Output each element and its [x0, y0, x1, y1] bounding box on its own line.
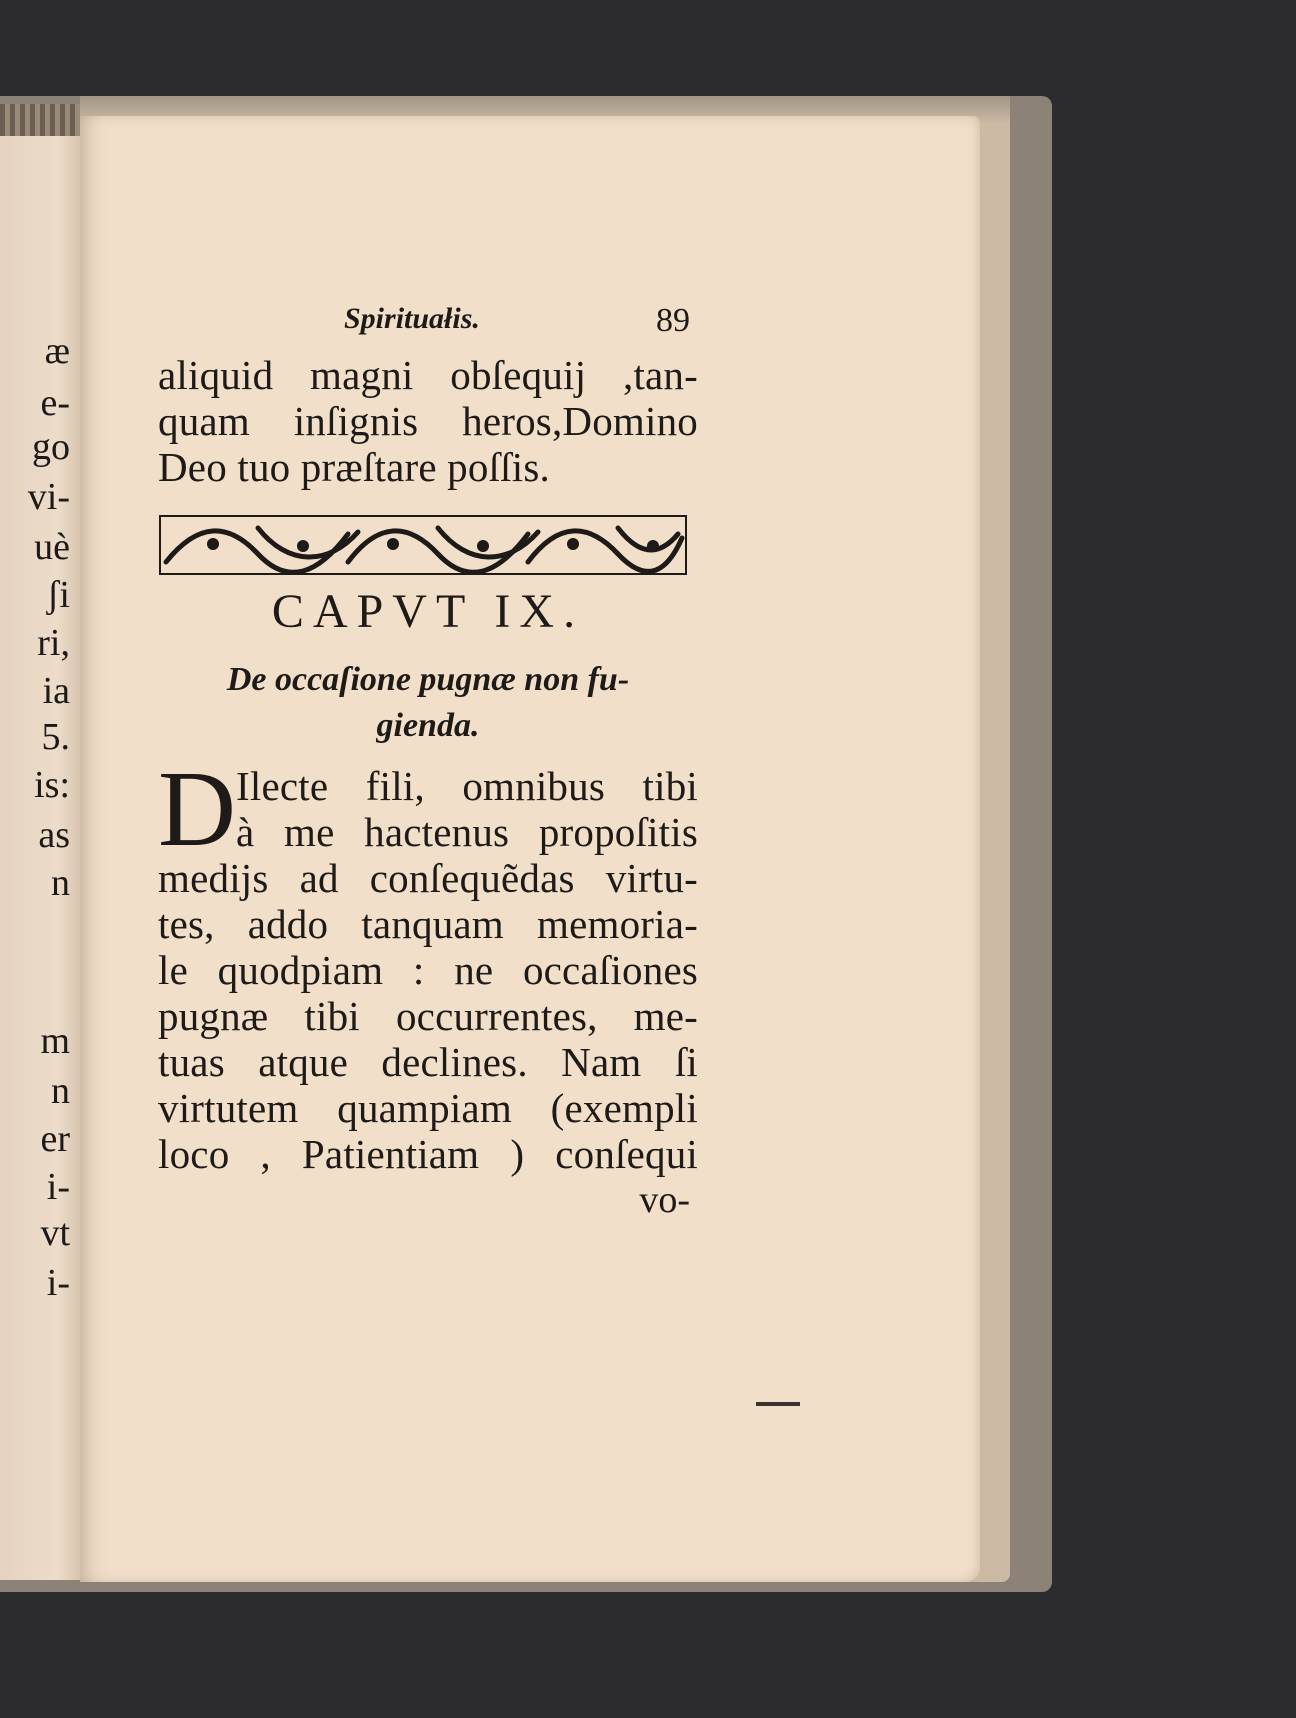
text-line: tes, addo tanquam memoria-	[158, 901, 698, 947]
signature-mark	[756, 1402, 800, 1406]
left-fragment: er	[40, 1118, 70, 1160]
left-fragment: as	[38, 814, 70, 856]
left-fragment: vi-	[27, 476, 70, 518]
chapter-subtitle-line: gienda.	[376, 707, 480, 744]
text-line: quam inſignis heros,Domino	[158, 398, 698, 444]
left-fragment: n	[51, 1070, 70, 1112]
left-fragment: ri,	[37, 622, 70, 664]
catchword: vo-	[639, 1179, 690, 1221]
drop-cap: D	[158, 750, 236, 869]
left-fragment: i-	[46, 1166, 70, 1208]
text-line: virtutem quampiam (exempli	[158, 1085, 698, 1131]
page-text	[158, 302, 698, 1223]
left-fragment: i-	[46, 1262, 70, 1304]
left-fragment: go	[32, 426, 70, 468]
left-fragment: uè	[34, 526, 70, 568]
left-fragment: vt	[40, 1212, 70, 1254]
text-line: Deo tuo præſtare poſſis.	[158, 444, 550, 490]
text-line: le quodpiam : ne occaſiones	[158, 947, 698, 993]
left-fragment: ia	[42, 670, 70, 712]
text-line: medijs ad conſequẽdas virtu-	[158, 855, 698, 901]
text-line: à me hactenus propoſitis	[236, 809, 698, 855]
text-line: pugnæ tibi occurrentes, me-	[158, 993, 698, 1039]
left-fragment: ʃi	[46, 574, 70, 616]
text-line: loco , Patientiam ) conſequi	[158, 1131, 698, 1177]
running-head	[158, 302, 698, 352]
chapter-subtitle-line: De occaſione pugnæ non fu-	[226, 661, 630, 698]
text-line: aliquid magni obſequij ,tan-	[158, 352, 698, 398]
opening-paragraph	[158, 750, 698, 1177]
left-fragment: e-	[40, 382, 70, 424]
left-fragment: m	[40, 1020, 70, 1062]
running-head-title: Spirituałis.	[344, 302, 480, 335]
text-line: Ilecte fili, omnibus tibi	[236, 763, 698, 809]
left-page	[0, 116, 82, 1580]
spine-headband	[0, 104, 80, 136]
ornament-band-icon	[158, 514, 688, 576]
left-fragment: æ	[44, 330, 70, 372]
left-fragment: is:	[34, 764, 70, 806]
chapter-heading: CAPVT IX.	[271, 585, 585, 638]
text-line: tuas atque declines. Nam ſi	[158, 1039, 698, 1085]
left-fragment: 5.	[41, 716, 70, 758]
left-fragment: n	[51, 862, 70, 904]
page-number: 89	[656, 302, 690, 339]
